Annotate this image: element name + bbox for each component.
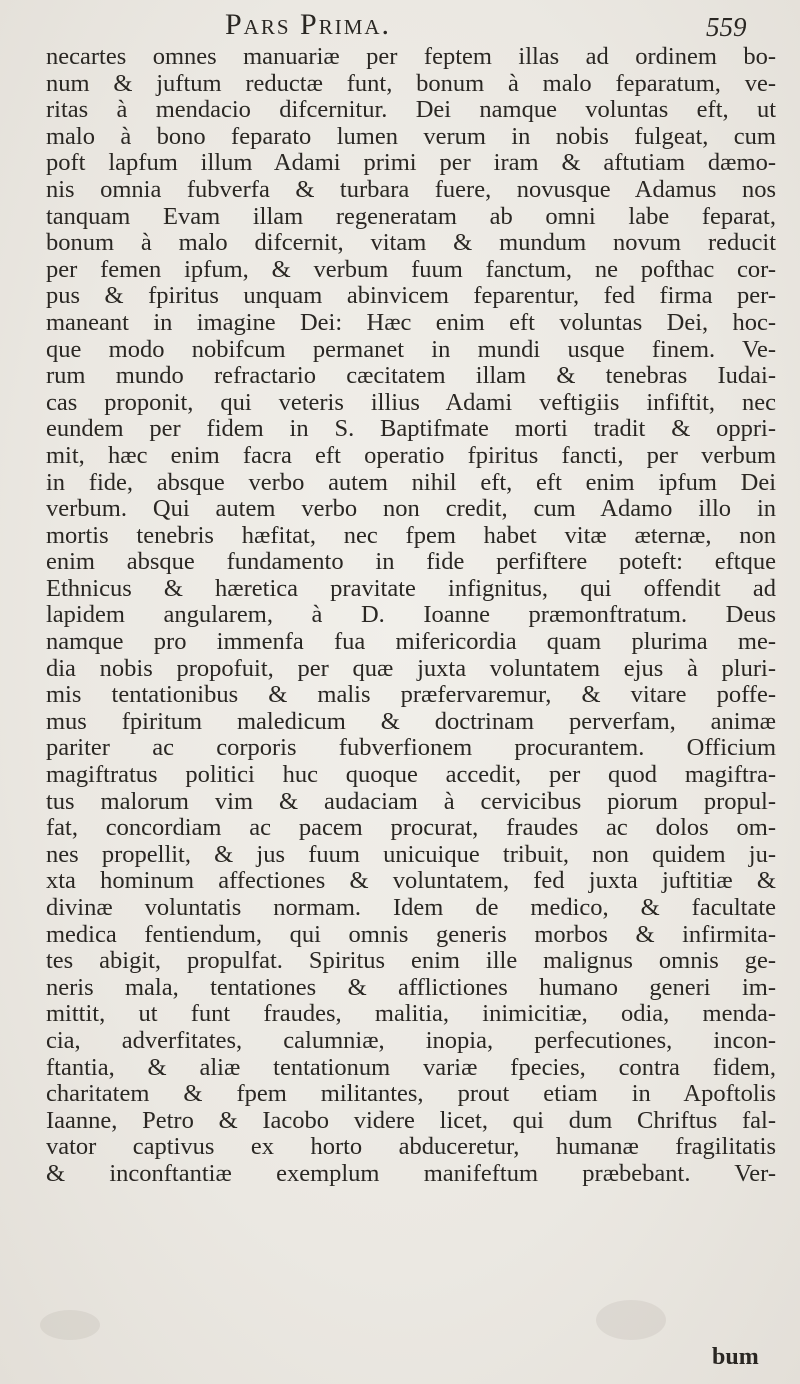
paper-stain bbox=[596, 1300, 666, 1340]
page-number: 559 bbox=[706, 12, 747, 42]
text-line: mit, hæc enim facra eft operatio fpiritus fancti, per verbum bbox=[46, 441, 776, 469]
text-line: mis tentationibus & malis præfervaremur, & vitare poffe- bbox=[46, 681, 776, 709]
text-line: cia, adverfitates, calumniæ, inopia, perfecutiones, incon- bbox=[46, 1026, 776, 1054]
text-line: bonum à malo difcernit, vitam & mundum novum reducit bbox=[46, 229, 776, 257]
text-line: maneant in imagine Dei: Hæc enim eft voluntas Dei, hoc- bbox=[46, 308, 776, 336]
text-line: & inconftantiæ exemplum manifeftum præbebant. Ver- bbox=[46, 1159, 776, 1187]
text-line: eundem per fidem in S. Baptifmate morti tradit & oppri- bbox=[46, 415, 776, 443]
text-line: fat, concordiam ac pacem procurat, fraudes ac dolos om- bbox=[46, 814, 776, 842]
text-line: lapidem angularem, à D. Ioanne præmonftratum. Deus bbox=[46, 601, 776, 629]
text-line: cas proponit, qui veteris illius Adami veftigiis infiftit, nec bbox=[46, 388, 776, 416]
text-line: mus fpiritum maledicum & doctrinam perverfam, animæ bbox=[46, 707, 776, 735]
text-line: malo à bono feparato lumen verum in nobis fulgeat, cum bbox=[46, 122, 776, 150]
text-line: que modo nobifcum permanet in mundi usque finem. Ve- bbox=[46, 335, 776, 363]
text-line: verbum. Qui autem verbo non credit, cum Adamo illo in bbox=[46, 495, 776, 523]
text-line: enim absque fundamento in fide perfiftere poteft: eftque bbox=[46, 548, 776, 576]
text-line: namque pro immenfa fua mifericordia quam plurima me- bbox=[46, 628, 776, 656]
text-line: charitatem & fpem militantes, prout etiam in Apoftolis bbox=[46, 1080, 776, 1108]
text-line: medica fentiendum, qui omnis generis morbos & infirmita- bbox=[46, 920, 776, 948]
text-line: Ethnicus & hæretica pravitate infignitus, qui offendit ad bbox=[46, 574, 776, 602]
text-line: pus & fpiritus unquam abinvicem feparentur, fed firma per- bbox=[46, 282, 776, 310]
text-line: mittit, ut funt fraudes, malitia, inimicitiæ, odia, menda- bbox=[46, 1000, 776, 1028]
text-line: nes propellit, & jus fuum unicuique tribuit, non quidem ju- bbox=[46, 840, 776, 868]
running-title: Pars Prima. bbox=[225, 8, 392, 41]
text-line: num & juftum reductæ funt, bonum à malo feparatum, ve- bbox=[46, 69, 776, 97]
text-line: ritas à mendacio difcernitur. Dei namque voluntas eft, ut bbox=[46, 96, 776, 124]
body-text bbox=[46, 44, 776, 1188]
text-line: ftantia, & aliæ tentationum variæ fpecies, contra fidem, bbox=[46, 1053, 776, 1081]
text-line: magiftratus politici huc quoque accedit, per quod magiftra- bbox=[46, 761, 776, 789]
text-line: xta hominum affectiones & voluntatem, fed juxta juftitiæ & bbox=[46, 867, 776, 895]
text-line: neris mala, tentationes & afflictiones humano generi im- bbox=[46, 973, 776, 1001]
text-line: Iaanne, Petro & Iacobo videre licet, qui dum Chriftus fal- bbox=[46, 1106, 776, 1134]
text-line: in fide, absque verbo autem nihil eft, eft enim ipfum Dei bbox=[46, 468, 776, 496]
text-line: tanquam Evam illam regeneratam ab omni labe feparat, bbox=[46, 202, 776, 230]
text-line: per femen ipfum, & verbum fuum fanctum, ne pofthac cor- bbox=[46, 255, 776, 283]
page-header bbox=[0, 2, 800, 48]
text-line: pariter ac corporis fubverfionem procurantem. Officium bbox=[46, 734, 776, 762]
text-line: tes abigit, propulfat. Spiritus enim ille malignus omnis ge- bbox=[46, 947, 776, 975]
text-line: tus malorum vim & audaciam à cervicibus piorum propul- bbox=[46, 787, 776, 815]
text-line: poft lapfum illum Adami primi per iram & aftutiam dæmo- bbox=[46, 149, 776, 177]
paper-stain bbox=[40, 1310, 100, 1340]
text-line: rum mundo refractario cæcitatem illam & tenebras Iudai- bbox=[46, 362, 776, 390]
text-line: vator captivus ex horto abduceretur, humanæ fragilitatis bbox=[46, 1133, 776, 1161]
text-line: necartes omnes manuariæ per feptem illas ad ordinem bo- bbox=[46, 43, 776, 70]
catchword: bum bbox=[712, 1344, 759, 1370]
text-line: divinæ voluntatis normam. Idem de medico, & facultate bbox=[46, 894, 776, 921]
text-line: mortis tenebris hæfitat, nec fpem habet vitæ æternæ, non bbox=[46, 521, 776, 549]
text-line: dia nobis propofuit, per quæ juxta voluntatem ejus à pluri- bbox=[46, 654, 776, 682]
text-line: nis omnia fubverfa & turbara fuere, novusque Adamus nos bbox=[46, 175, 776, 203]
